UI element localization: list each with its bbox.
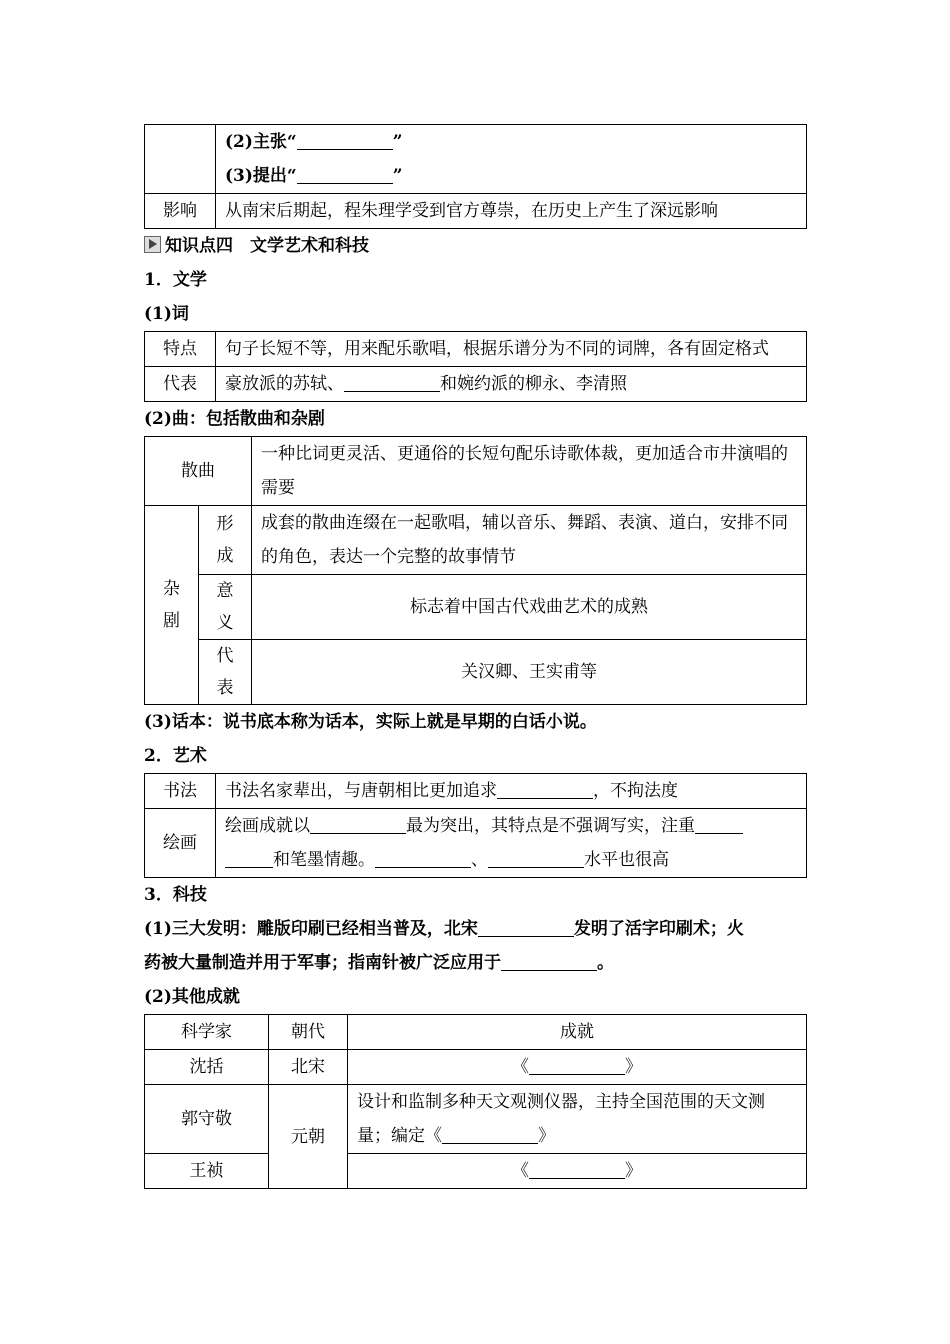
zaju-label [145, 506, 199, 705]
zaju-representative-label [199, 640, 252, 705]
answer-blank[interactable] [375, 849, 471, 868]
dynasty-yuan: 元朝 [269, 1085, 348, 1189]
table-row [145, 809, 807, 878]
answer-blank[interactable] [478, 918, 574, 937]
header-achievement: 成就 [348, 1015, 807, 1050]
painting-line-1 [225, 809, 797, 843]
painting-part-b: 最为突出，其特点是不强调写实，注重 [406, 816, 695, 836]
book-open-mark: 《 [512, 1057, 529, 1077]
answer-blank[interactable] [442, 1125, 538, 1144]
table-row [145, 332, 807, 367]
painting-part-a: 绘画成就以 [225, 816, 310, 836]
inventions-line-2 [144, 946, 807, 980]
neo-confucianism-table [144, 124, 807, 229]
answer-blank[interactable] [488, 849, 584, 868]
heading-ci: (1)词 [144, 304, 189, 324]
painting-part-d: 、 [471, 850, 488, 870]
inventions-line-1 [144, 912, 807, 946]
claim-line [225, 125, 797, 159]
answer-blank[interactable] [529, 1160, 625, 1179]
ci-table [144, 331, 807, 402]
guo-text: 设计和监制多种天文观测仪器，主持全国范围的天文测量；编定《 [357, 1092, 765, 1146]
table-row [145, 506, 807, 575]
table-row [145, 1050, 807, 1085]
representative-label: 代表 [145, 367, 216, 402]
zaju-representative-label-text: 代表 [216, 646, 234, 698]
calligraphy-label: 书法 [145, 774, 216, 809]
answer-blank[interactable] [501, 952, 597, 971]
scientist-wangzhen: 王祯 [145, 1154, 269, 1189]
achievement-guoshoujing [348, 1085, 807, 1154]
feature-label: 特点 [145, 332, 216, 367]
calligraphy-suffix: ，不拘法度 [593, 781, 678, 801]
table-row [145, 125, 807, 194]
inventions-part-b: 发明了活字印刷术；火 [573, 919, 744, 939]
scientist-shenkuo: 沈括 [145, 1050, 269, 1085]
section-heading [144, 229, 807, 263]
content-cell [216, 125, 807, 194]
formation-label-text: 形成 [216, 514, 234, 566]
heading-qu: (2)曲：包括散曲和杂剧 [144, 409, 325, 429]
zaju-representative-text: 关汉卿、王实甫等 [252, 640, 807, 705]
heading-literature: 1．文学 [144, 270, 207, 290]
influence-label: 影响 [145, 194, 216, 229]
representative-text [216, 367, 807, 402]
representative-suffix: 和婉约派的柳永、李清照 [440, 374, 627, 394]
heading-other: (2)其他成就 [144, 987, 240, 1007]
table-row [145, 575, 807, 640]
representative-prefix: 豪放派的苏轼、 [225, 374, 344, 394]
significance-text: 标志着中国古代戏曲艺术的成熟 [252, 575, 807, 640]
answer-blank[interactable] [310, 815, 406, 834]
scientist-guoshoujing: 郭守敬 [145, 1085, 269, 1154]
table-row [145, 1154, 807, 1189]
achievement-wangzhen [348, 1154, 807, 1189]
book-close-mark: 》 [538, 1126, 555, 1146]
answer-blank[interactable] [297, 165, 393, 184]
art-table [144, 773, 807, 878]
heading-tech: 3．科技 [144, 885, 207, 905]
proposal-suffix: ” [392, 166, 403, 186]
painting-part-e: 水平也很高 [584, 850, 669, 870]
answer-blank[interactable] [529, 1056, 625, 1075]
section-heading-text: 知识点四 文学艺术和科技 [165, 236, 369, 256]
proposal-line [225, 159, 797, 193]
table-header-row [145, 1015, 807, 1050]
claim-suffix: ” [392, 132, 403, 152]
calligraphy-prefix: 书法名家辈出，与唐朝相比更加追求 [225, 781, 497, 801]
dynasty-beisong: 北宋 [269, 1050, 348, 1085]
qu-table [144, 436, 807, 705]
table-row [145, 1085, 807, 1154]
answer-blank[interactable] [297, 131, 393, 150]
painting-text [216, 809, 807, 878]
header-scientist: 科学家 [145, 1015, 269, 1050]
sanqu-label: 散曲 [145, 437, 252, 506]
table-row [145, 194, 807, 229]
significance-label [199, 575, 252, 640]
answer-blank[interactable] [344, 373, 440, 392]
answer-blank[interactable] [497, 780, 593, 799]
zaju-label-text: 杂剧 [163, 579, 180, 631]
inventions-part-d: 。 [597, 953, 614, 973]
painting-label: 绘画 [145, 809, 216, 878]
significance-label-text: 意义 [216, 581, 234, 633]
empty-label-cell [145, 125, 216, 194]
book-open-mark: 《 [512, 1161, 529, 1181]
play-triangle-icon [144, 236, 161, 253]
answer-blank[interactable] [225, 849, 273, 868]
painting-line-2 [225, 843, 797, 877]
formation-label [199, 506, 252, 575]
formation-text: 成套的散曲连缀在一起歌唱，辅以音乐、舞蹈、表演、道白，安排不同的角色，表达一个完整的故事情节 [252, 506, 807, 575]
header-dynasty: 朝代 [269, 1015, 348, 1050]
answer-blank[interactable] [695, 815, 743, 834]
feature-text: 句子长短不等，用来配乐歌唱，根据乐谱分为不同的词牌，各有固定格式 [216, 332, 807, 367]
influence-text: 从南宋后期起，程朱理学受到官方尊崇，在历史上产生了深远影响 [216, 194, 807, 229]
book-close-mark: 》 [625, 1161, 642, 1181]
claim-prefix: (2)主张“ [225, 132, 297, 152]
document-page [144, 124, 807, 1189]
achievement-shenkuo [348, 1050, 807, 1085]
science-table [144, 1014, 807, 1189]
table-row [145, 367, 807, 402]
table-row [145, 437, 807, 506]
proposal-prefix: (3)提出“ [225, 166, 297, 186]
inventions-part-c: 药被大量制造并用于军事；指南针被广泛应用于 [144, 953, 501, 973]
sanqu-text: 一种比词更灵活、更通俗的长短句配乐诗歌体裁，更加适合市井演唱的需要 [252, 437, 807, 506]
heading-art: 2．艺术 [144, 746, 207, 766]
table-row [145, 640, 807, 705]
painting-part-c: 和笔墨情趣。 [273, 850, 375, 870]
table-row [145, 774, 807, 809]
book-close-mark: 》 [625, 1057, 642, 1077]
heading-huaben: (3)话本：说书底本称为话本，实际上就是早期的白话小说。 [144, 712, 597, 732]
inventions-part-a: (1)三大发明：雕版印刷已经相当普及，北宋 [144, 919, 478, 939]
calligraphy-text [216, 774, 807, 809]
